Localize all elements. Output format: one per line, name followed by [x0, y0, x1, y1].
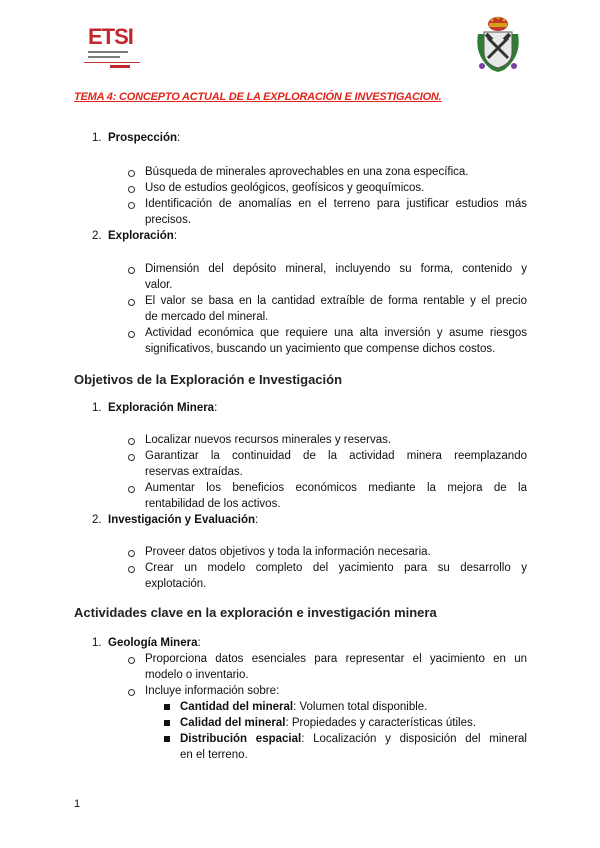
page-header	[0, 0, 600, 80]
bullet-icon	[128, 202, 135, 209]
sub-item-label: Distribución espacial	[180, 733, 302, 745]
list-item-continued: reservas extraídas.	[145, 466, 243, 478]
list-item: Identificación de anomalías en el terreno para justificar estudios más	[145, 198, 527, 210]
list-item-heading	[108, 512, 258, 528]
item-label: Geología Minera	[108, 637, 198, 649]
sub-list-item	[180, 699, 527, 715]
logo-subtitle-line	[88, 51, 128, 53]
list-item: Incluye información sobre:	[145, 685, 280, 697]
bullet-icon	[128, 689, 135, 696]
list-item: Garantizar la continuidad de la actividad minera reemplazando	[145, 450, 527, 462]
list-item: Actividad económica que requiere una alta inversión y asume riesgos	[145, 327, 527, 339]
bullet-icon	[128, 454, 135, 461]
sub-item-label: Calidad del mineral	[180, 717, 286, 729]
bullet-icon	[128, 486, 135, 493]
logo-divider	[84, 62, 140, 63]
sub-item-label: Cantidad del mineral	[180, 701, 294, 713]
list-item: Crear un modelo completo del yacimiento para su desarrollo y	[145, 562, 527, 574]
list-item: Proveer datos objetivos y toda la información necesaria.	[145, 546, 431, 558]
document-title: TEMA 4: CONCEPTO ACTUAL DE LA EXPLORACIÓN E INVESTIGACION.	[74, 91, 442, 103]
list-item-continued: precisos.	[145, 214, 192, 226]
list-number: 2.	[92, 514, 102, 526]
sub-list-item	[180, 731, 527, 747]
list-number: 1.	[92, 402, 102, 414]
sub-item-text: en el terreno.	[180, 749, 248, 761]
list-item: Localizar nuevos recursos minerales y reservas.	[145, 434, 392, 446]
list-item-continued: rentabilidad de los activos.	[145, 498, 281, 510]
etsi-logo-text: ETSI	[88, 24, 133, 49]
list-item: Aumentar los beneficios económicos mediante la mejora de la	[145, 482, 527, 494]
list-number: 1.	[92, 637, 102, 649]
item-suffix: :	[214, 402, 218, 414]
item-suffix: :	[177, 132, 181, 144]
bullet-icon	[128, 566, 135, 573]
section-heading: Objetivos de la Exploración e Investigación	[74, 372, 343, 387]
bullet-icon	[128, 299, 135, 306]
sub-list-item-continued	[180, 747, 527, 763]
item-label: Exploración	[108, 230, 174, 242]
sub-item-text: : Propiedades y características útiles.	[285, 717, 476, 729]
square-bullet-icon	[164, 720, 170, 726]
item-label: Investigación y Evaluación	[108, 514, 255, 526]
logo-subtitle-line	[88, 56, 120, 58]
section-heading: Actividades clave en la exploración e investigación minera	[74, 605, 437, 620]
bullet-icon	[128, 170, 135, 177]
item-label: Exploración Minera	[108, 402, 215, 414]
sub-item-text: : Volumen total disponible.	[293, 701, 428, 713]
list-item: Búsqueda de minerales aprovechables en una zona específica.	[145, 166, 469, 178]
sub-list-item	[180, 715, 527, 731]
list-item: Uso de estudios geológicos, geofísicos y geoquímicos.	[145, 182, 425, 194]
list-item-heading	[108, 400, 217, 416]
list-item: El valor se basa en la cantidad extraíble de forma rentable y el precio	[145, 295, 527, 307]
list-number: 2.	[92, 230, 102, 242]
bullet-icon	[128, 186, 135, 193]
list-item-continued: valor.	[145, 279, 173, 291]
page-number: 1	[74, 798, 81, 810]
list-item: Proporciona datos esenciales para representar el yacimiento en un	[145, 653, 527, 665]
item-suffix: :	[255, 514, 259, 526]
list-item-continued: explotación.	[145, 578, 207, 590]
etsi-logo	[84, 26, 140, 74]
logo-accent	[110, 65, 130, 68]
list-item-continued: de mercado del mineral.	[145, 311, 269, 323]
sub-item-text: : Localización y disposición del mineral	[301, 733, 527, 745]
list-item-heading	[108, 635, 201, 651]
bullet-icon	[128, 267, 135, 274]
bullet-icon	[128, 331, 135, 338]
list-item-continued: significativos, buscando un yacimiento que compense dichos costos.	[145, 343, 496, 355]
list-item-heading	[108, 228, 177, 244]
list-item: Dimensión del depósito mineral, incluyendo su forma, contenido y	[145, 263, 527, 275]
bullet-icon	[128, 657, 135, 664]
item-suffix: :	[173, 230, 178, 242]
item-label: Prospección	[108, 132, 178, 144]
square-bullet-icon	[164, 736, 170, 742]
bullet-icon	[128, 438, 135, 445]
coat-of-arms-icon	[470, 16, 526, 76]
list-item-continued: modelo o inventario.	[145, 669, 249, 681]
square-bullet-icon	[164, 704, 170, 710]
item-suffix: :	[197, 637, 201, 649]
list-item-heading	[108, 130, 180, 146]
bullet-icon	[128, 550, 135, 557]
list-number: 1.	[92, 132, 102, 144]
